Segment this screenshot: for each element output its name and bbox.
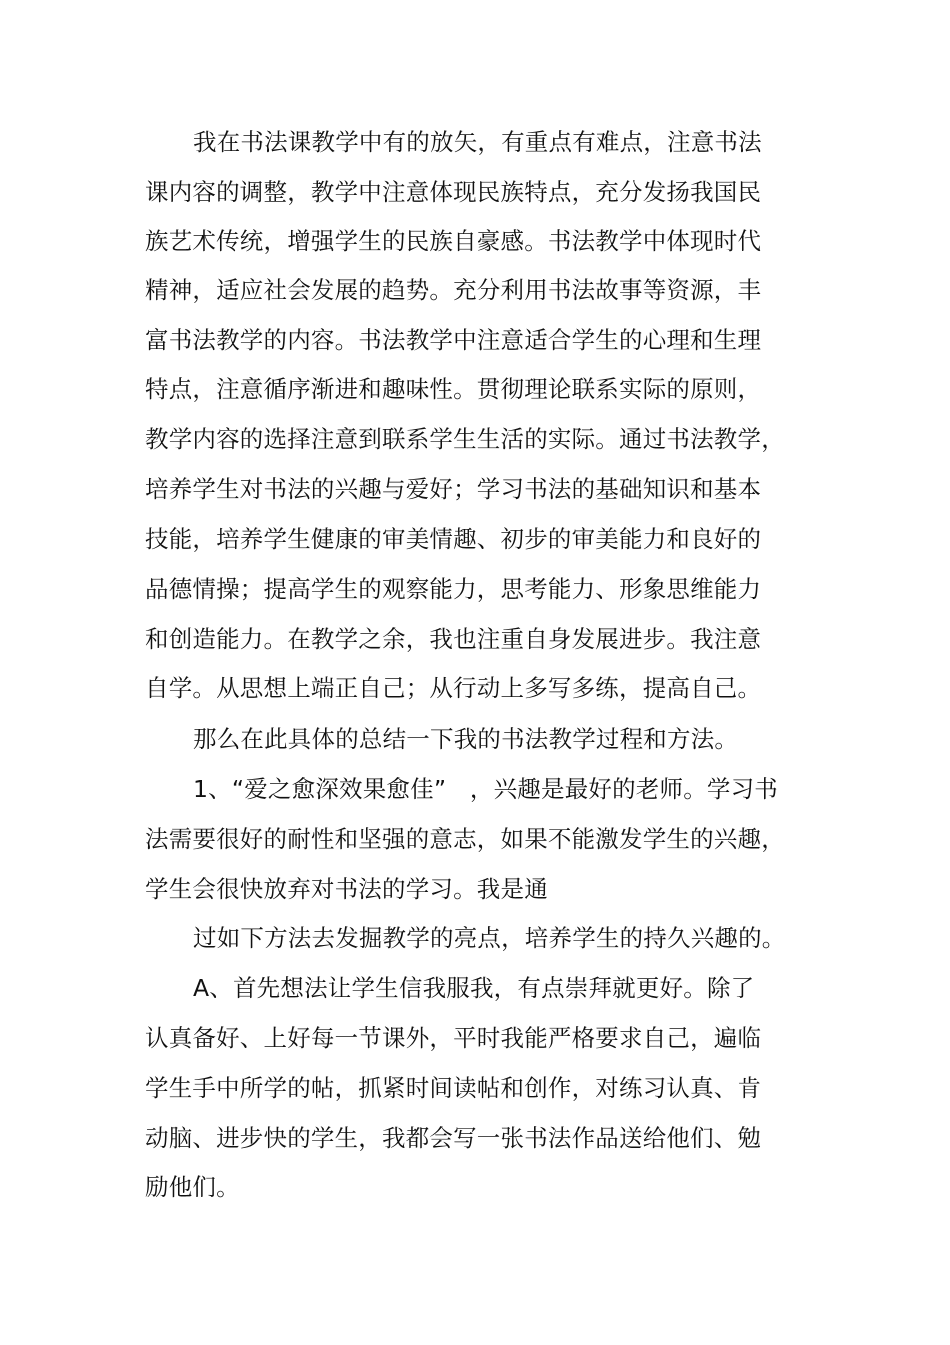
paragraph-3-line-1: 1、“爱之愈深效果愈佳” ，兴趣是最好的老师。学习书	[193, 775, 778, 803]
paragraph-1-line-2: 课内容的调整，教学中注意体现民族特点，充分发扬我国民	[145, 178, 762, 206]
paragraph-1-line-12: 自学。从思想上端正自己；从行动上多写多练，提高自己。	[145, 674, 762, 702]
paragraph-1-line-7: 教学内容的选择注意到联系学生生活的实际。通过书法教学，	[145, 425, 785, 453]
paragraph-1-line-4: 精神，适应社会发展的趋势。充分利用书法故事等资源，丰	[145, 276, 762, 304]
paragraph-1-line-11: 和创造能力。在教学之余，我也注重自身发展进步。我注意	[145, 625, 762, 653]
paragraph-4-line-1: 过如下方法去发掘教学的亮点，培养学生的持久兴趣的。	[193, 924, 786, 952]
paragraph-3-line-2: 法需要很好的耐性和坚强的意志，如果不能激发学生的兴趣，	[145, 825, 785, 853]
paragraph-5-line-5: 励他们。	[145, 1173, 240, 1201]
paragraph-1-line-9: 技能，培养学生健康的审美情趣、初步的审美能力和良好的	[145, 525, 762, 553]
paragraph-1-line-6: 特点，注意循序渐进和趣味性。贯彻理论联系实际的原则，	[145, 375, 762, 403]
paragraph-1-line-5: 富书法教学的内容。书法教学中注意适合学生的心理和生理	[145, 326, 762, 354]
paragraph-1-line-3: 族艺术传统，增强学生的民族自豪感。书法教学中体现时代	[145, 227, 762, 255]
paragraph-5-line-1: A、首先想法让学生信我服我，有点崇拜就更好。除了	[193, 974, 755, 1002]
paragraph-1-line-8: 培养学生对书法的兴趣与爱好；学习书法的基础知识和基本	[145, 475, 762, 503]
paragraph-3-line-3: 学生会很快放弃对书法的学习。我是通	[145, 875, 548, 903]
paragraph-1-line-10: 品德情操；提高学生的观察能力，思考能力、形象思维能力	[145, 575, 762, 603]
paragraph-1-line-1: 我在书法课教学中有的放矢，有重点有难点，注意书法	[193, 128, 762, 156]
paragraph-5-line-3: 学生手中所学的帖，抓紧时间读帖和创作，对练习认真、肯	[145, 1074, 762, 1102]
paragraph-5-line-4: 动脑、进步快的学生，我都会写一张书法作品送给他们、勉	[145, 1124, 762, 1152]
paragraph-5-line-2: 认真备好、上好每一节课外，平时我能严格要求自己，遍临	[145, 1024, 762, 1052]
paragraph-2-line-1: 那么在此具体的总结一下我的书法教学过程和方法。	[193, 725, 739, 753]
